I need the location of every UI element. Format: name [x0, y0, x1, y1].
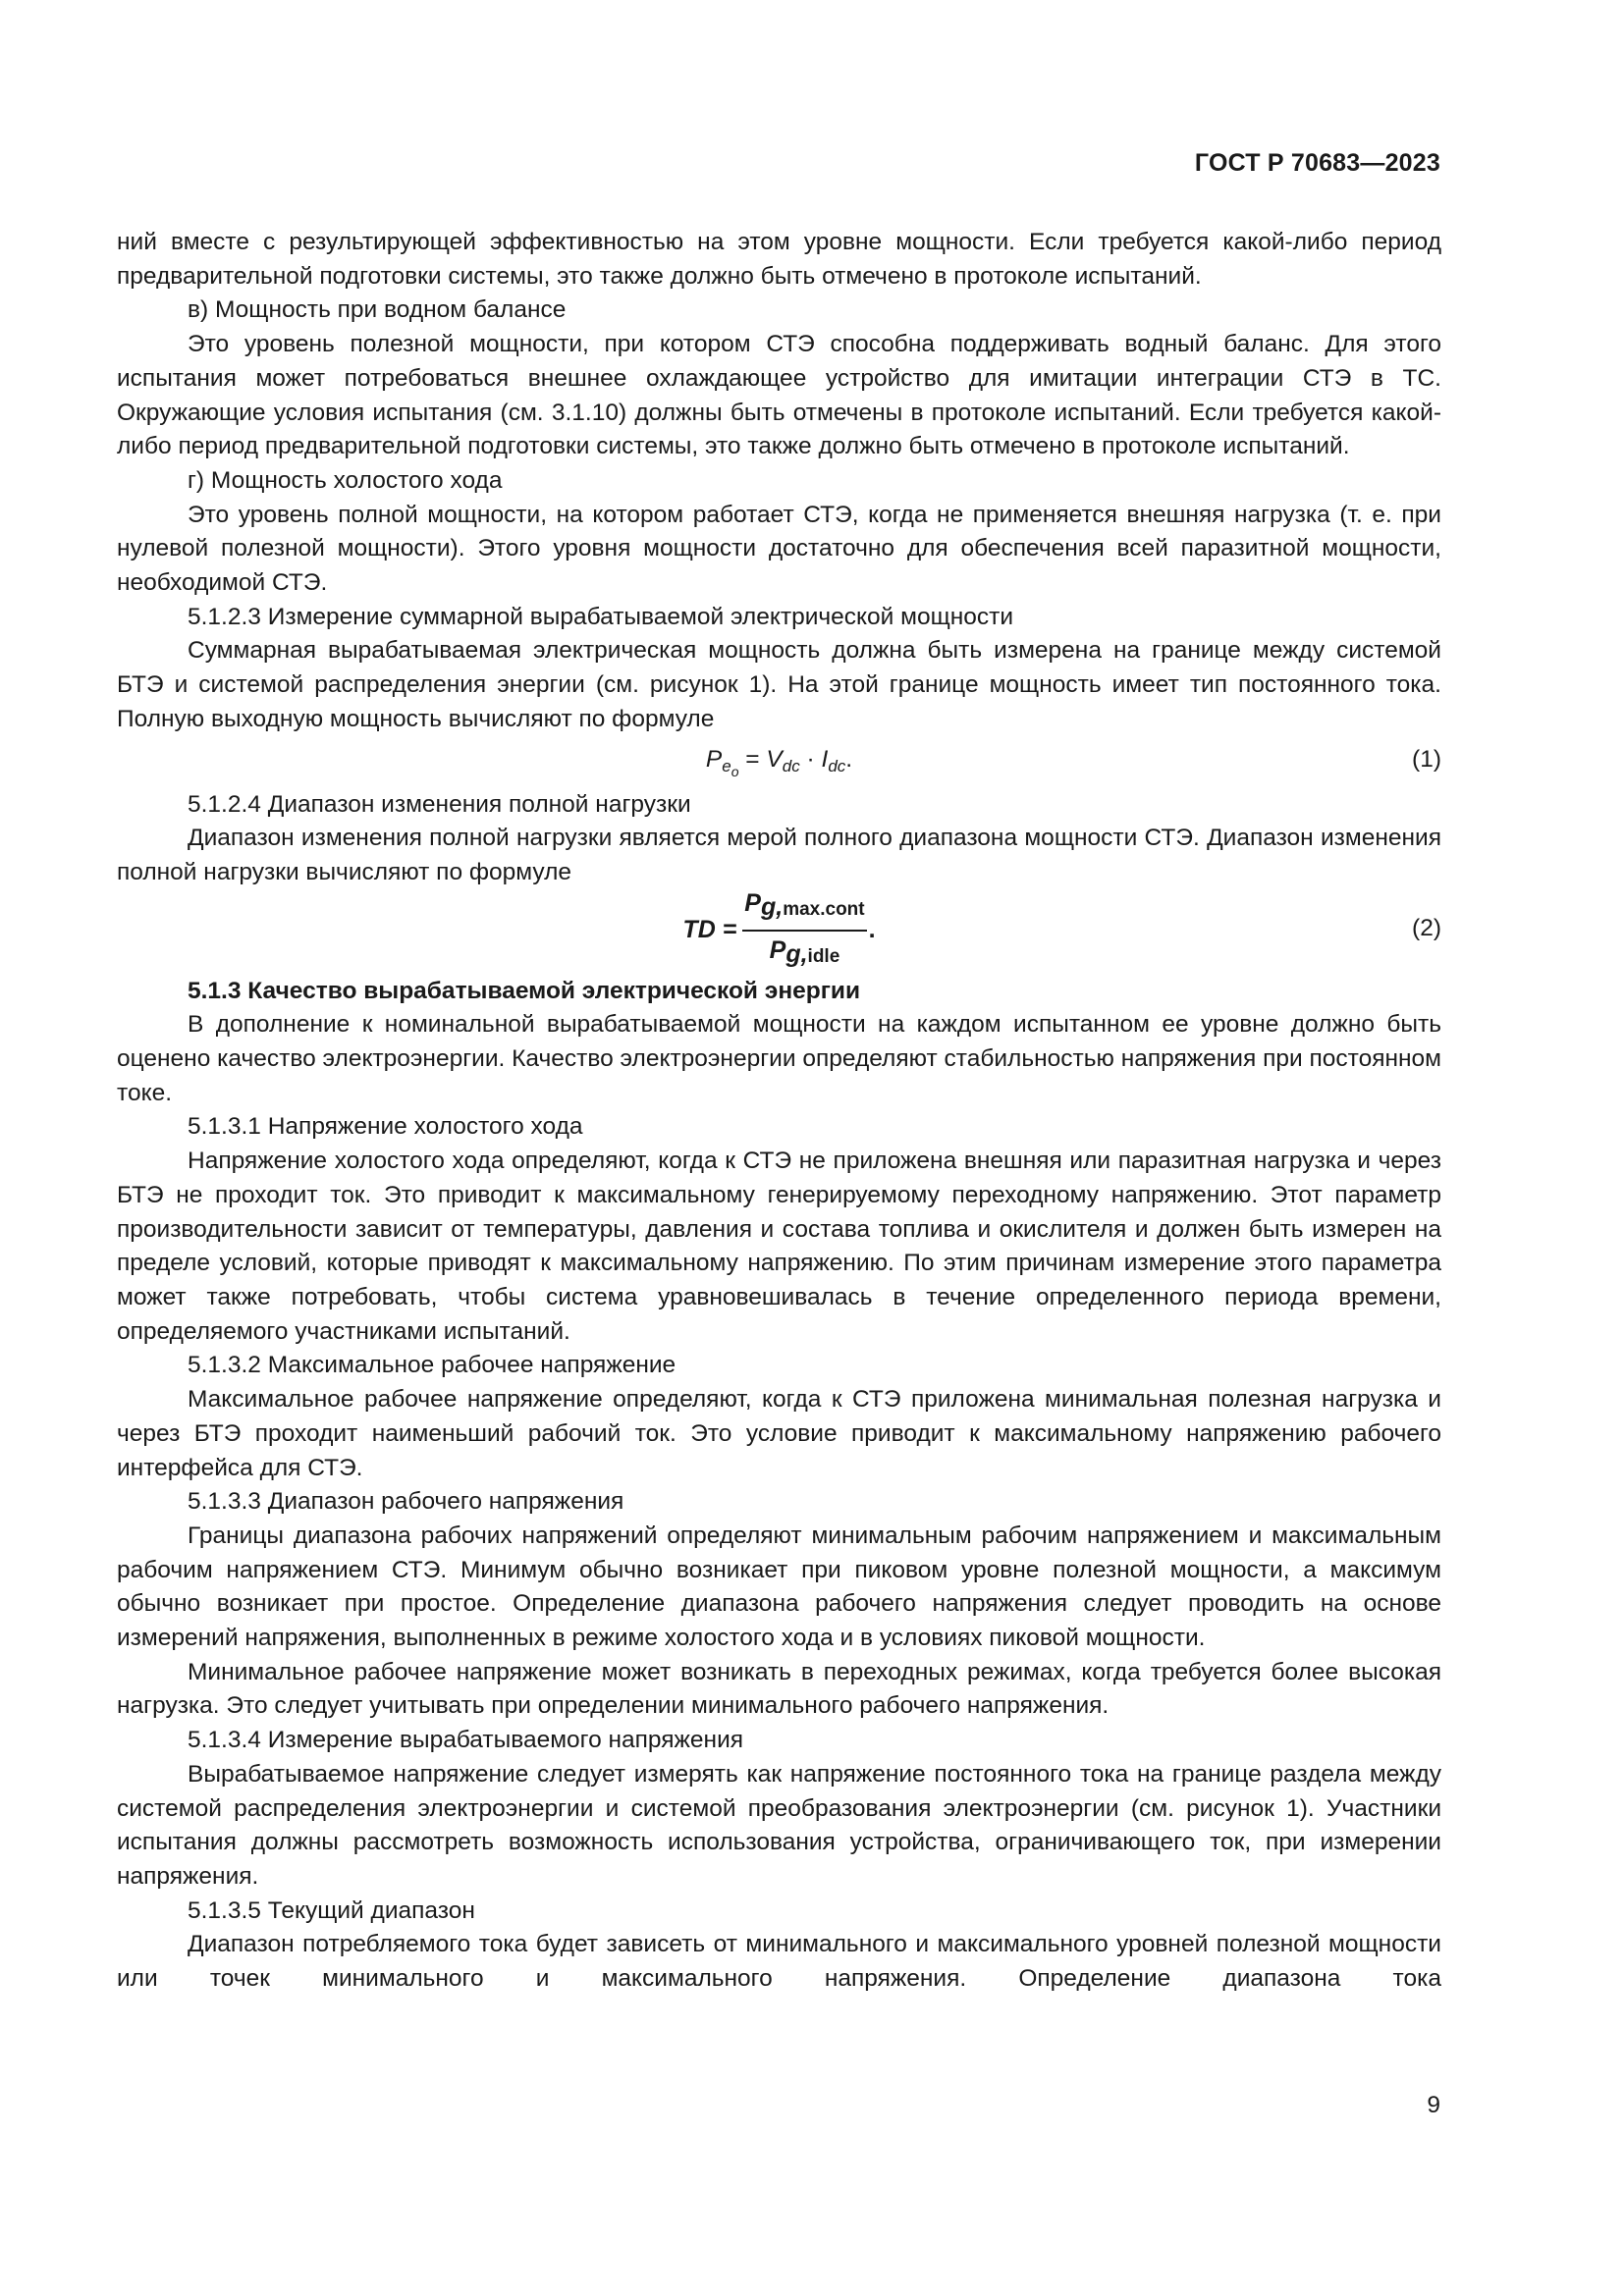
section-heading-5-1-3-2: 5.1.3.2 Максимальное рабочее напряжение: [188, 1352, 677, 1379]
formula-1-expression: $P_{e_o} = V_{dc} \cdot I_{dc}$.: [705, 745, 853, 779]
formula-2-number: (2): [1412, 914, 1441, 941]
section-heading-5-1-2-4: 5.1.2.4 Диапазон изменения полной нагрузки: [188, 790, 691, 818]
formula-2-denominator: $P_{g,idle}$: [769, 935, 840, 968]
section-heading-5-1-3-5: 5.1.3.5 Текущий диапазон: [188, 1896, 475, 1924]
paragraph-open-circuit-voltage: Напряжение холостого хода определяют, когда к СТЭ не приложена внешняя или паразитная нагрузка и через БТЭ не проходит ток. Это приводит к максимальному генерируемому переходному напряжению. Этот параметр производительности зависит от температуры, давления и состава топлива и окислителя и должен быть измерен на пределе условий, которые приводят к максимальному напряжению. По этим причинам измерение этого параметра может также потребовать, чтобы система уравновешивалась в течение определенного периода времени, определяемого участниками испытаний.: [117, 1148, 1441, 1345]
paragraph-total-power-measurement: Суммарная вырабатываемая электрическая мощность должна быть измерена на границе между системой БТЭ и системой распределения энергии (см. рисунок 1). На этой границе мощность имеет тип постоянного тока. Полную выходную мощность вычисляют по формуле: [117, 637, 1441, 732]
section-heading-5-1-3-3: 5.1.3.3 Диапазон рабочего напряжения: [188, 1488, 624, 1516]
list-item-water-balance-power: в) Мощность при водном балансе: [188, 296, 567, 324]
formula-2-fraction: [742, 886, 866, 974]
paragraph-idle-power: Это уровень полной мощности, на котором работает СТЭ, когда не применяется внешняя нагрузка (т. е. при нулевой полезной мощности). Этого уровня мощности достаточно для обеспечения всей паразитной мощности, необходимой СТЭ.: [117, 501, 1441, 597]
paragraph-current-range: Диапазон потребляемого тока будет зависеть от минимального и максимального уровней полезной мощности или точек минимального и максимального напряжения. Определение диапазона тока: [117, 1931, 1441, 1993]
paragraph-min-operating-voltage: Минимальное рабочее напряжение может возникать в переходных режимах, когда требуется более высокая нагрузка. Это следует учитывать при определении минимального рабочего напряжения.: [117, 1658, 1441, 1720]
section-heading-5-1-3-4: 5.1.3.4 Измерение вырабатываемого напряжения: [188, 1727, 744, 1754]
formula-1-number: (1): [1412, 745, 1441, 773]
paragraph-water-balance: Это уровень полезной мощности, при котором СТЭ способна поддерживать водный баланс. Для этого испытания может потребоваться внешнее охлаждающее устройство для имитации интеграции СТЭ в ТС. Окружающие условия испытания (см. 3.1.10) должны быть отмечены в протоколе испытаний. Если требуется какой-либо период предварительной подготовки системы, это также должно быть отмечено в протоколе испытаний.: [117, 331, 1441, 460]
page-number: 9: [1427, 2092, 1440, 2118]
paragraph-max-operating-voltage: Максимальное рабочее напряжение определяют, когда к СТЭ приложена минимальная полезная нагрузка и через БТЭ проходит наименьший рабочий ток. Это условие приводит к максимальному напряжению рабочего интерфейса для СТЭ.: [117, 1386, 1441, 1481]
paragraph-continuation: ний вместе с результирующей эффективностью на этом уровне мощности. Если требуется какой-либо период предварительной подготовки системы, это также должно быть отмечено в протоколе испытаний.: [117, 229, 1441, 290]
paragraph-power-quality: В дополнение к номинальной вырабатываемой мощности на каждом испытанном ее уровне должно быть оценено качество электроэнергии. Качество электроэнергии определяют стабильностью напряжения при постоянном токе.: [117, 1011, 1441, 1106]
paragraph-turndown-ratio: Диапазон изменения полной нагрузки является мерой полного диапазона мощности СТЭ. Диапазон изменения полной нагрузки вычисляют по формуле: [117, 825, 1441, 885]
document-body: [117, 226, 1441, 1997]
formula-2-expression: TD = $\frac{P_{g,max.cont}}{P_{g,idle}}$ .: [117, 890, 1441, 971]
formula-1: [117, 737, 1441, 788]
formula-2: [117, 890, 1441, 971]
list-item-idle-power: г) Мощность холостого хода: [188, 466, 503, 494]
section-heading-5-1-3-1: 5.1.3.1 Напряжение холостого хода: [188, 1113, 583, 1141]
paragraph-operating-voltage-range: Границы диапазона рабочих напряжений определяют минимальным рабочим напряжением и максимальным рабочим напряжением СТЭ. Минимум обычно возникает при пиковом уровне полезной мощности, а максимум обычно возникает при простое. Определение диапазона рабочего напряжения следует проводить на основе измерений напряжения, выполненных в режиме холостого хода и в условиях пиковой мощности.: [117, 1522, 1441, 1652]
section-heading-5-1-3: 5.1.3 Качество вырабатываемой электрической энергии: [188, 977, 861, 1004]
paragraph-output-voltage-measurement: Вырабатываемое напряжение следует измерять как напряжение постоянного тока на границе раздела между системой распределения электроэнергии и системой преобразования электроэнергии (см. рисунок 1). Участники испытания должны рассмотреть возможность использования устройства, ограничивающего ток, при измерении напряжения.: [117, 1760, 1441, 1890]
document-header-standard-id: ГОСТ Р 70683—2023: [1194, 149, 1440, 177]
section-heading-5-1-2-3: 5.1.2.3 Измерение суммарной вырабатываемой электрической мощности: [188, 603, 1014, 630]
formula-2-numerator: $P_{g,max.cont}$: [742, 886, 866, 932]
